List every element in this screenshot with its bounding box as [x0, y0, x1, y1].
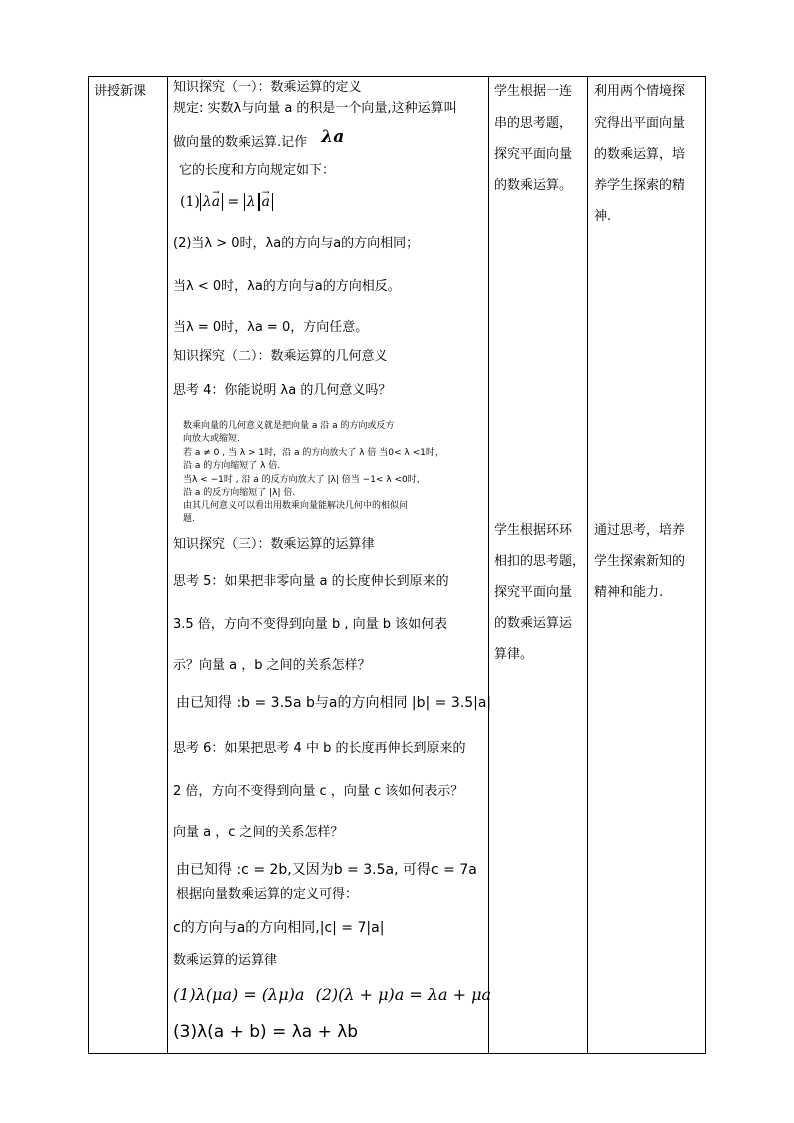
table-col-divider-2 — [488, 76, 489, 1054]
table-col-divider-1 — [167, 76, 168, 1054]
think5-line3: 示？向量 a ，b 之间的关系怎样？ — [173, 658, 371, 673]
geo-meaning-line7: 由其几何意义可以看出用数乘向量能解决几何中的相似问 — [183, 501, 409, 511]
rule1-formula: (1) λ→ a = λ→ a — [180, 193, 273, 211]
geo-meaning-line4: 沿 a 的方向缩短了 λ 倍. — [183, 461, 281, 471]
table-right-border — [705, 76, 706, 1054]
geo-meaning-line8: 题. — [183, 514, 195, 524]
think6-line3: 向量 a ，c 之间的关系怎样？ — [173, 825, 344, 840]
rule3-text: 当λ < 0时，λa的方向与a的方向相反。 — [173, 279, 401, 294]
according-text: 根据向量数乘运算的定义可得： — [176, 887, 359, 902]
table-bottom-border — [88, 1053, 706, 1054]
laws-title: 数乘运算的运算律 — [173, 953, 278, 968]
think4-question: 思考 4：你能说明 λa 的几何意义吗？ — [173, 383, 392, 398]
law-2: (2)(λ + μ)a = λa + μa — [315, 985, 492, 1004]
rule4-text: 当λ = 0时，λa = 0，方向任意。 — [173, 320, 369, 335]
stage-label: 讲授新课 — [94, 84, 147, 99]
table-top-border — [88, 76, 706, 77]
length-direction-text: 它的长度和方向规定如下： — [179, 163, 336, 178]
student-activity-2-line5: 算律。 — [494, 647, 534, 662]
student-activity-1-line3: 探究平面向量 — [494, 147, 573, 162]
law-1-and-2 — [173, 987, 491, 1003]
design-intent-1-line3: 的数乘运算，培 — [594, 147, 686, 162]
student-activity-1-line2: 串的思考题， — [494, 116, 573, 131]
think5-line2: 3.5 倍，方向不变得到向量 b , 向量 b 该如何表 — [173, 617, 448, 632]
section3-heading: 知识探究（三）：数乘运算的运算律 — [173, 537, 375, 552]
geo-meaning-line2: 向放大或缩短. — [183, 434, 240, 444]
known-result-1: 由已知得 :b = 3.5a b与a的方向相同 |b| = 3.5|a| — [176, 695, 492, 711]
student-activity-1-line1: 学生根据一连 — [494, 84, 573, 99]
think5-line1: 思考 5：如果把非零向量 a 的长度伸长到原来的 — [173, 574, 449, 589]
definition-line1: 规定: 实数λ与向量 a 的积是一个向量,这种运算叫 — [173, 101, 457, 116]
definition-line2 — [173, 127, 345, 151]
student-activity-2-line2: 相扣的思考题， — [494, 554, 586, 569]
definition-line2-text: 做向量的数乘运算.记作 — [173, 135, 308, 150]
student-activity-1-line4: 的数乘运算。 — [494, 178, 573, 193]
design-intent-2-line2: 学生探索新知的 — [594, 554, 686, 569]
law-3: (3)λ(a + b) = λa + λb — [173, 1022, 359, 1042]
design-intent-1-line2: 究得出平面向量 — [594, 116, 686, 131]
rule2-text: (2)当λ > 0时，λa的方向与a的方向相同； — [173, 236, 420, 251]
student-activity-2-line4: 的数乘运算运 — [494, 616, 573, 631]
geo-meaning-line6: 沿 a 的反方向缩短了 |λ| 倍. — [183, 488, 296, 498]
section1-heading: 知识探究（一）：数乘运算的定义 — [173, 80, 362, 95]
geo-meaning-line1: 数乘向量的几何意义就是把向量 a 沿 a 的方向或反方 — [183, 421, 395, 431]
think6-line2: 2 倍，方向不变得到向量 c ，向量 c 该如何表示？ — [173, 784, 464, 799]
law-1: (1)λ(μa) = (λμ)a — [173, 985, 305, 1004]
student-activity-2-line3: 探究平面向量 — [494, 585, 573, 600]
think6-line1: 思考 6：如果把思考 4 中 b 的长度再伸长到原来的 — [173, 741, 466, 756]
notation-lambda-a: λa — [321, 127, 345, 147]
known-result-2: 由已知得 :c = 2b,又因为b = 3.5a, 可得c = 7a — [176, 862, 477, 878]
geo-meaning-line3: 若 a ≠ 0 , 当 λ > 1时，沿 a 的方向放大了 λ 倍 当0< λ <1时， — [183, 448, 444, 458]
table-left-border — [88, 76, 89, 1054]
rule1-prefix: (1) — [180, 194, 200, 210]
design-intent-2-line1: 通过思考，培养 — [594, 523, 686, 538]
geo-meaning-line5: 当λ < −1时 , 沿 a 的反方向放大了 |λ| 倍当 −1< λ <0时， — [183, 475, 426, 485]
design-intent-1-line4: 养学生探索的精 — [594, 178, 686, 193]
design-intent-1-line5: 神. — [594, 209, 612, 224]
design-intent-1-line1: 利用两个情境探 — [594, 84, 686, 99]
design-intent-2-line3: 精神和能力. — [594, 585, 664, 600]
student-activity-2-line1: 学生根据环环 — [494, 523, 573, 538]
section2-heading: 知识探究（二）：数乘运算的几何意义 — [173, 349, 388, 364]
conclusion-text: c的方向与a的方向相同,|c| = 7|a| — [173, 920, 385, 936]
table-col-divider-3 — [587, 76, 588, 1054]
